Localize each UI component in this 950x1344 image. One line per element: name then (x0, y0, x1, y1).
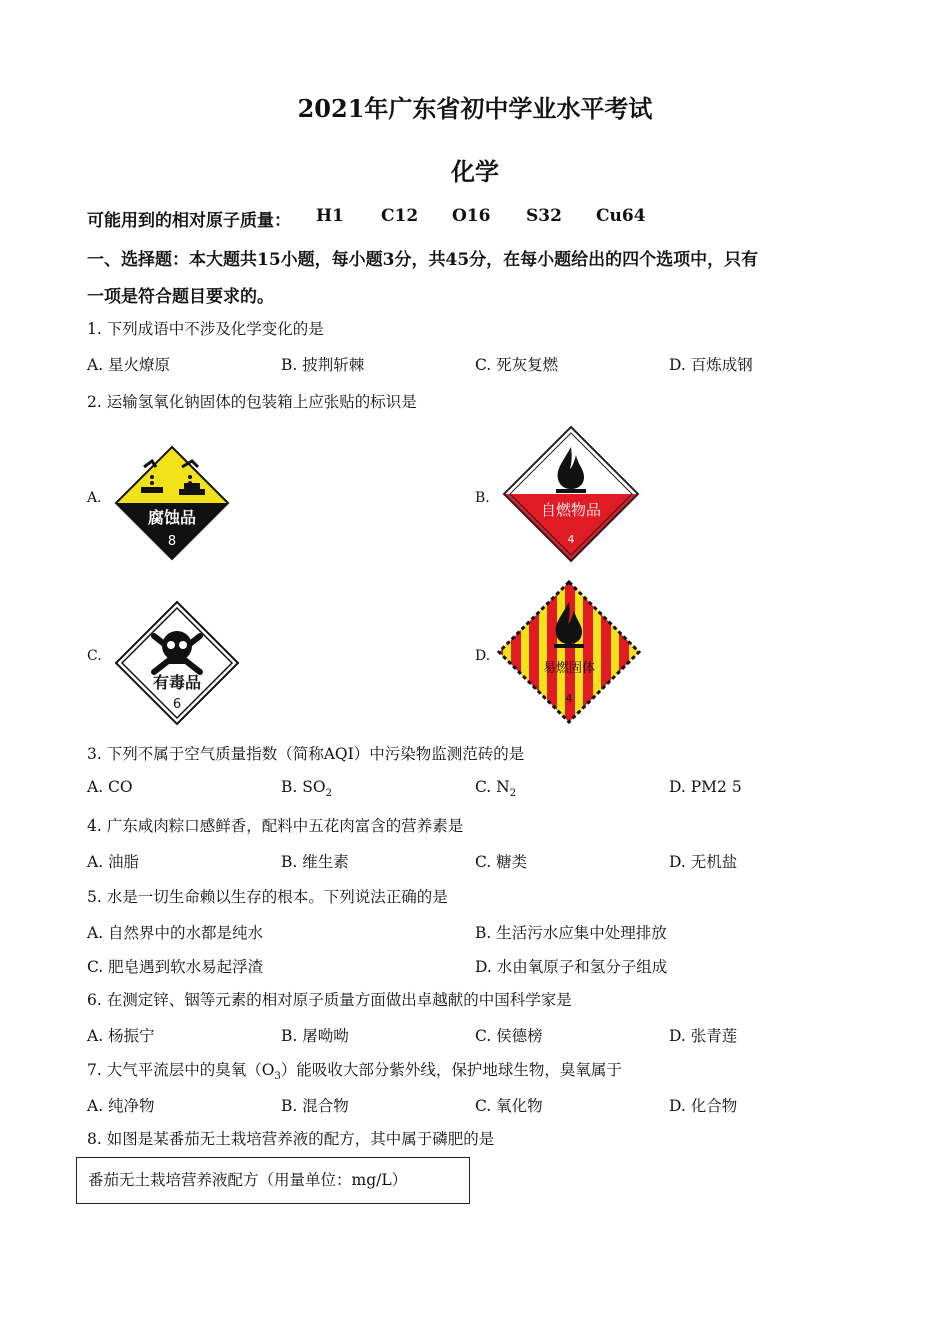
q5-stem: 5. 水是一切生命赖以生存的根本。下列说法正确的是 (87, 888, 448, 906)
q3-option-d: D. PM2 5 (669, 778, 742, 796)
q3-option-c: C. $N_2$ (475, 778, 517, 800)
sign-d-stripe (521, 570, 529, 740)
q7-option-b: B. 混合物 (281, 1097, 349, 1115)
atomic-mass-o: O16 (452, 206, 491, 226)
q5-option-d: D. 水由氧原子和氢分子组成 (475, 958, 668, 976)
spontaneous-combustion-sign (502, 425, 640, 563)
sign-c-number: 6 (172, 697, 182, 712)
sign-d-stripe (611, 570, 619, 740)
q1-option-b: B. 披荆斩棘 (281, 356, 365, 374)
sign-d-stripe (539, 570, 547, 740)
nutrient-table (76, 1157, 470, 1204)
section-heading-line2: 一项是符合题目要求的。 (87, 287, 274, 307)
q2-label-c: C. (87, 648, 102, 664)
q7-option-a: A. 纯净物 (87, 1097, 155, 1115)
q4-option-b: B. 维生素 (281, 853, 349, 871)
q1-option-d: D. 百炼成钢 (669, 356, 753, 374)
sign-a-text: 腐蚀品 (147, 508, 197, 527)
q1-stem: 1. 下列成语中不涉及化学变化的是 (87, 320, 324, 338)
nutrient-table-caption: 番茄无土栽培营养液配方（用量单位：mg/L） (88, 1171, 408, 1189)
atomic-mass-s: S32 (526, 206, 562, 226)
q1-option-a: A. 星火燎原 (87, 356, 171, 374)
q3-option-a: A. CO (87, 778, 133, 796)
atomic-mass-c: C12 (381, 206, 419, 226)
sign-d-number: 4 (565, 692, 573, 705)
sign-a-top (114, 445, 230, 503)
q6-option-c: C. 侯德榜 (475, 1027, 543, 1045)
q2-label-d: D. (475, 648, 491, 664)
sign-d-stripe (503, 570, 511, 740)
q3-option-b: B. $SO_2$ (281, 778, 332, 800)
sign-d-text: 易燃固体 (542, 661, 596, 676)
q2-stem: 2. 运输氢氧化钠固体的包装箱上应张贴的标识是 (87, 393, 417, 411)
q6-option-d: D. 张青莲 (669, 1027, 738, 1045)
q4-stem: 4. 广东咸肉粽口感鲜香，配料中五花肉富含的营养素是 (87, 817, 464, 835)
q4-option-d: D. 无机盐 (669, 853, 738, 871)
flammable-solid-sign (497, 580, 641, 724)
q8-stem: 8. 如图是某番茄无土栽培营养液的配方，其中属于磷肥的是 (87, 1130, 495, 1148)
sign-d-stripe (575, 570, 583, 740)
section-heading-line1: 一、选择题：本大题共15小题，每小题3分，共45分，在每小题给出的四个选项中，只有 (87, 250, 759, 270)
q5-option-b: B. 生活污水应集中处理排放 (475, 924, 667, 942)
q4-option-a: A. 油脂 (87, 853, 140, 871)
q7-stem: 7. 大气平流层中的臭氧$(O_3)$能吸收大部分紫外线，保护地球生物，臭氧属于 (87, 1061, 622, 1083)
subject-title: 化学 (451, 157, 499, 186)
exam-title: 2021年广东省初中学业水平考试 (297, 94, 653, 123)
sign-d-stripe (557, 570, 565, 740)
sign-d-stripe (629, 570, 637, 740)
q5-option-c: C. 肥皂遇到软水易起浮渣 (87, 958, 264, 976)
q7-option-d: D. 化合物 (669, 1097, 738, 1115)
sign-b-text: 自燃物品 (540, 501, 602, 519)
q3-stem: 3. 下列不属于空气质量指数（简称AQI）中污染物监测范砖的是 (87, 745, 525, 763)
corrosive-sign (114, 445, 230, 561)
atomic-mass-line (87, 206, 291, 231)
atomic-mass-cu: Cu64 (596, 206, 646, 226)
q2-label-a: A. (87, 490, 102, 506)
atomic-mass-h: H1 (316, 206, 344, 226)
q6-option-b: B. 屠呦呦 (281, 1027, 349, 1045)
q7-option-c: C. 氧化物 (475, 1097, 543, 1115)
q4-option-c: C. 糖类 (475, 853, 528, 871)
q5-option-a: A. 自然界中的水都是纯水 (87, 924, 264, 942)
atomic-mass-label: 可能用到的相对原子质量： (87, 211, 291, 231)
q2-label-b: B. (475, 490, 490, 506)
sign-a-number: 8 (167, 534, 177, 549)
q6-stem: 6. 在测定锌、铟等元素的相对原子质量方面做出卓越献的中国科学家是 (87, 991, 572, 1009)
sign-c-text: 有毒品 (152, 673, 202, 692)
q6-option-a: A. 杨振宁 (87, 1027, 155, 1045)
sign-d-stripe (593, 570, 601, 740)
sign-b-number: 4 (567, 533, 575, 546)
q1-option-c: C. 死灰复燃 (475, 356, 559, 374)
toxic-sign (114, 600, 240, 726)
